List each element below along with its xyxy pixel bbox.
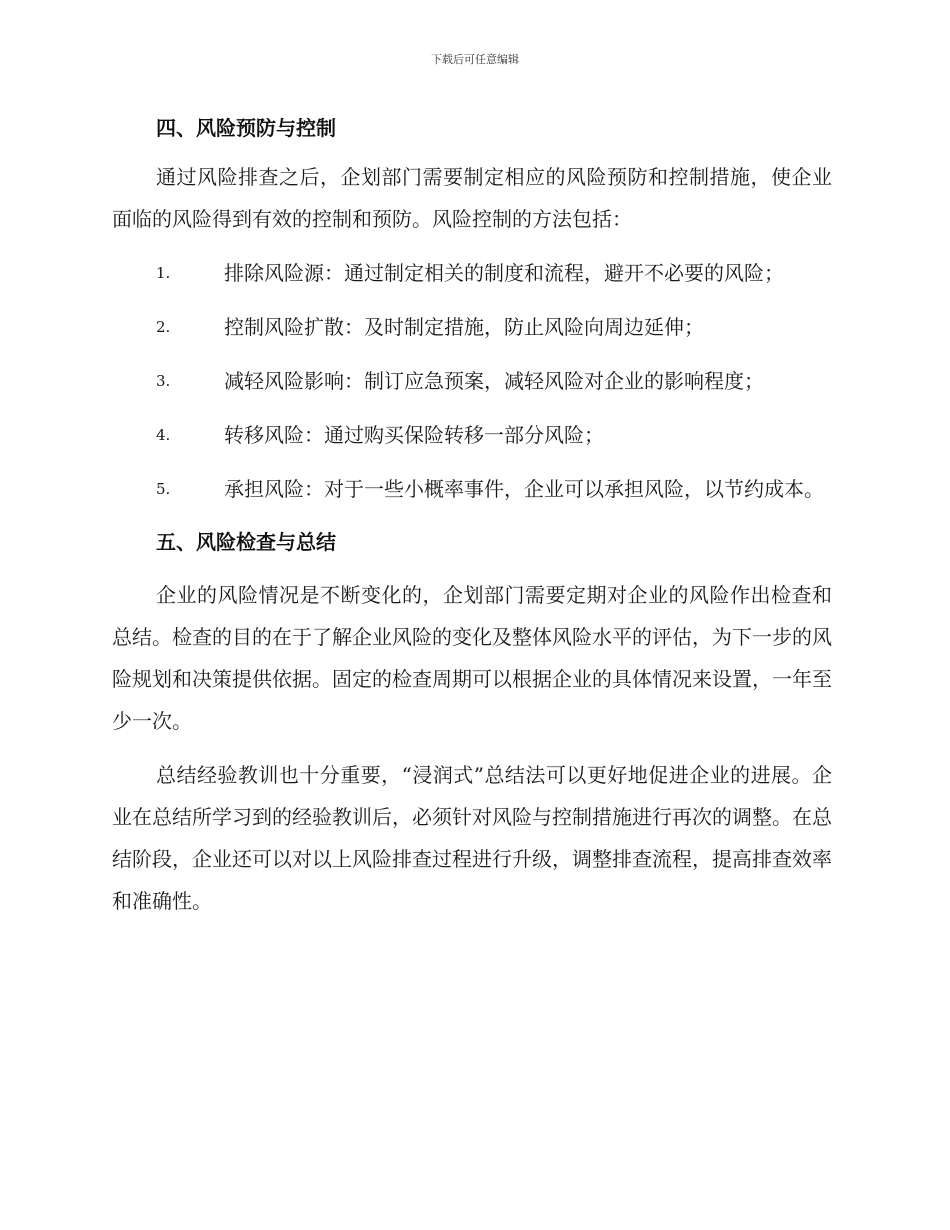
list-item bbox=[112, 252, 832, 294]
section-5-paragraph: 企业的风险情况是不断变化的，企划部门需要定期对企业的风险作出检查和总结。检查的目的在于了解企业风险的变化及整体风险水平的评估，为下一步的风险规划和决策提供依据。固定的检查周期可以根据企业的具体情况来设置，一年至少一次。 bbox=[112, 583, 832, 733]
section-heading-4: 四、风险预防与控制 bbox=[156, 116, 336, 140]
list-item bbox=[112, 468, 832, 510]
section-heading-5: 五、风险检查与总结 bbox=[156, 530, 336, 554]
page-header: 下载后可任意编辑 bbox=[431, 53, 519, 66]
list-item bbox=[112, 306, 832, 348]
list-number: 2. bbox=[156, 318, 171, 336]
list-number: 1. bbox=[156, 264, 171, 282]
list-text: 控制风险扩散：及时制定措施，防止风险向周边延伸； bbox=[224, 315, 704, 339]
list-number: 4. bbox=[156, 426, 171, 444]
list-text: 排除风险源：通过制定相关的制度和流程，避开不必要的风险； bbox=[224, 261, 784, 285]
list-text: 承担风险：对于一些小概率事件，企业可以承担风险，以节约成本。 bbox=[224, 477, 824, 501]
list-number: 3. bbox=[156, 372, 171, 390]
list-item bbox=[112, 360, 832, 402]
list-text: 减轻风险影响：制订应急预案，减轻风险对企业的影响程度； bbox=[224, 369, 764, 393]
section-5-paragraph: 总结经验教训也十分重要，“浸润式”总结法可以更好地促进企业的进展。企业在总结所学习到的经验教训后，必须针对风险与控制措施进行再次的调整。在总结阶段，企业还可以对以上风险排查过程进行升级，调整排查流程，提高排查效率和准确性。 bbox=[112, 763, 832, 913]
document-body bbox=[112, 108, 832, 922]
list-item bbox=[112, 414, 832, 456]
risk-control-methods-list bbox=[112, 252, 832, 510]
list-number: 5. bbox=[156, 480, 171, 498]
list-text: 转移风险：通过购买保险转移一部分风险； bbox=[224, 423, 604, 447]
section-4-intro: 通过风险排查之后，企划部门需要制定相应的风险预防和控制措施，使企业面临的风险得到有效的控制和预防。风险控制的方法包括： bbox=[112, 165, 832, 231]
